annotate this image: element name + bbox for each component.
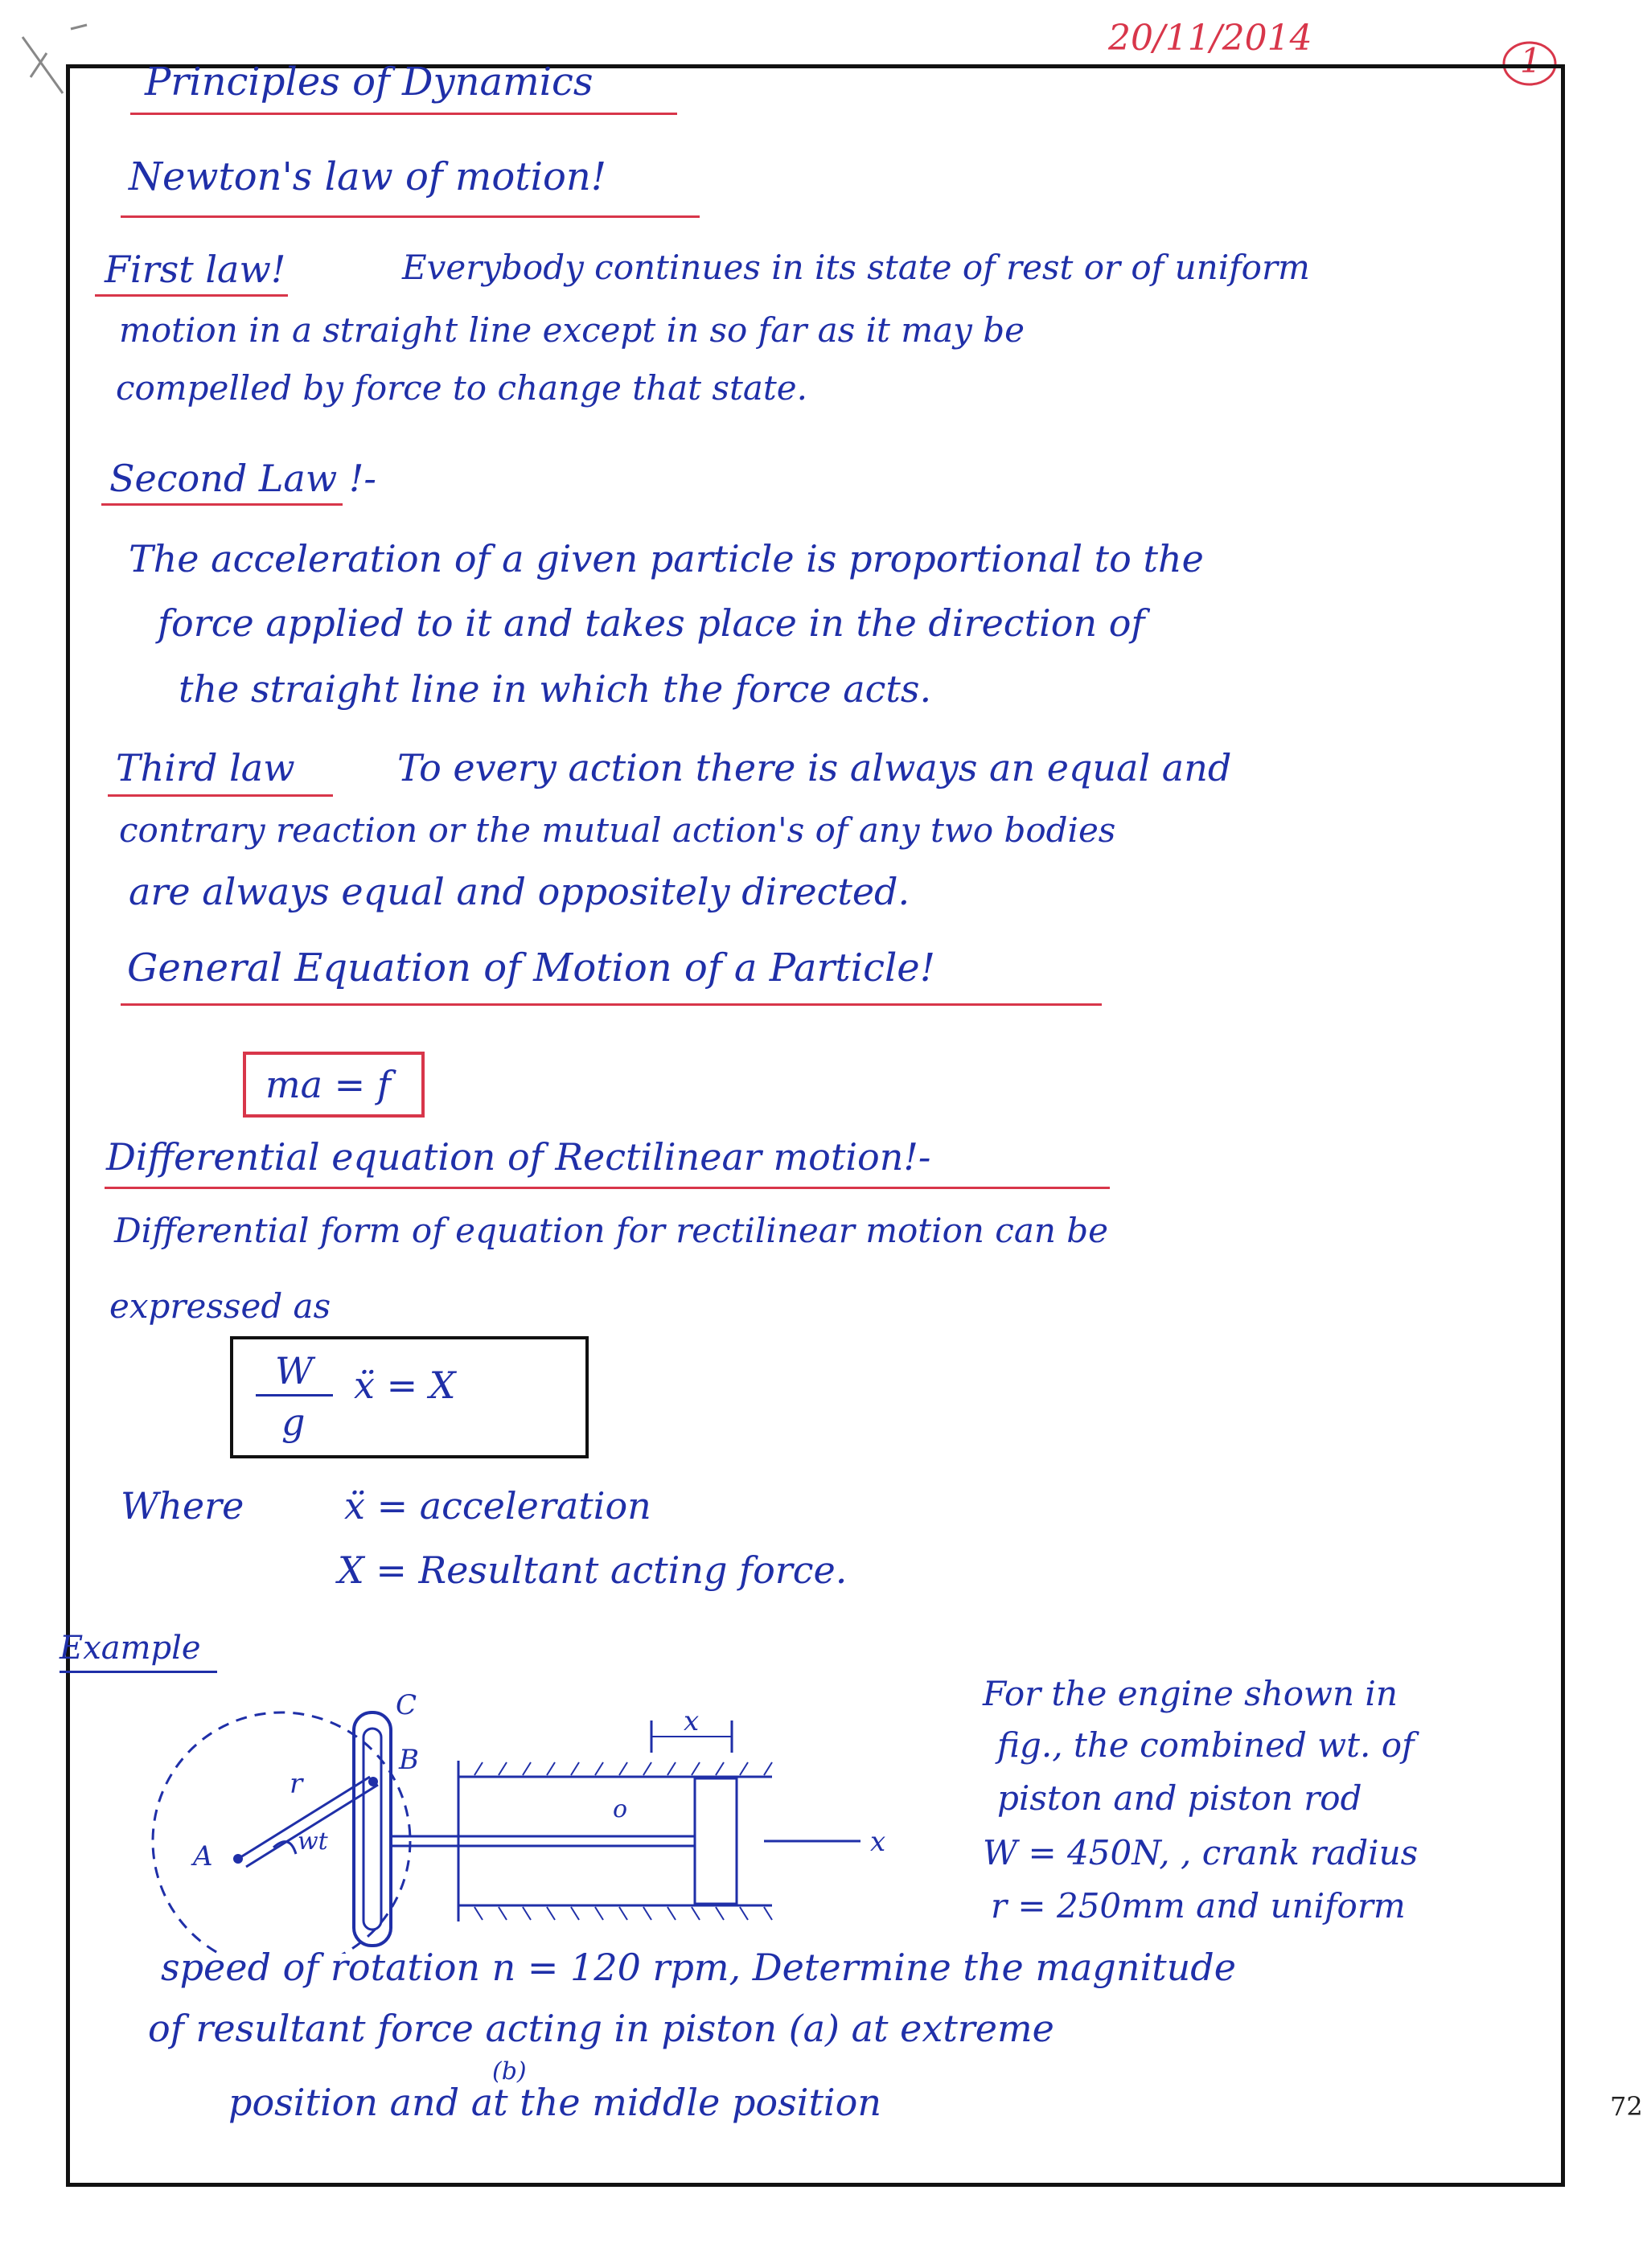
pivot-a bbox=[233, 1854, 243, 1864]
third-law-label: Third law bbox=[116, 746, 295, 789]
second-law-underline bbox=[101, 503, 343, 506]
differential-heading: Differential equation of Rectilinear motion!- bbox=[106, 1135, 931, 1179]
second-law-label: Second Law !- bbox=[109, 457, 376, 500]
label-a: A bbox=[193, 1840, 213, 1872]
label-x-top: x bbox=[684, 1705, 700, 1737]
example-side-line4: W = 450N, , crank radius bbox=[983, 1833, 1419, 1872]
formula-fraction-bar bbox=[256, 1394, 333, 1396]
differential-line1: Differential form of equation for rectilinear motion can be bbox=[114, 1211, 1109, 1250]
second-law-line1: The acceleration of a given particle is proportional to the bbox=[129, 537, 1204, 580]
first-law-line2: motion in a straight line except in so far as it may be bbox=[119, 310, 1025, 350]
third-law-underline bbox=[108, 794, 333, 797]
piston bbox=[695, 1778, 737, 1904]
formula-denominator: g bbox=[281, 1401, 306, 1444]
date: 20/11/2014 bbox=[1108, 18, 1312, 59]
title-underline bbox=[130, 113, 677, 115]
label-o: o bbox=[613, 1795, 628, 1823]
third-law-line2: contrary reaction or the mutual action's of any two bodies bbox=[119, 810, 1116, 850]
first-law-underline bbox=[95, 294, 288, 297]
differential-line2: expressed as bbox=[109, 1286, 331, 1326]
general-eq-heading: General Equation of Motion of a Particle! bbox=[127, 945, 935, 990]
example-bottom-line2: of resultant force acting in piston (a) at extreme bbox=[148, 2007, 1054, 2050]
formula-ma-f: ma = f bbox=[265, 1063, 391, 1106]
label-c: C bbox=[396, 1689, 417, 1721]
example-side-line2: fig., the combined wt. of bbox=[997, 1725, 1415, 1765]
label-wt: wt bbox=[298, 1827, 328, 1856]
example-bottom-marker: (b) bbox=[492, 2057, 527, 2085]
first-law-line1: Everybody continues in its state of rest or of uniform bbox=[402, 248, 1310, 287]
hatching bbox=[474, 1762, 772, 1920]
example-side-line5: r = 250mm and uniform bbox=[991, 1886, 1406, 1926]
pin-b bbox=[368, 1777, 378, 1786]
first-law-label: First law! bbox=[105, 248, 286, 291]
label-b: B bbox=[399, 1744, 419, 1776]
second-law-line2: force applied to it and takes place in the direction of bbox=[158, 601, 1145, 645]
engine-figure bbox=[72, 1672, 941, 1954]
slotted-link bbox=[354, 1712, 391, 1946]
definition-acceleration: ẍ = acceleration bbox=[344, 1484, 651, 1528]
example-side-line3: piston and piston rod bbox=[997, 1778, 1362, 1818]
formula-numerator: W bbox=[275, 1349, 314, 1392]
page-number: 1 bbox=[1520, 41, 1542, 80]
second-law-line3: the straight line in which the force acts. bbox=[179, 667, 932, 711]
general-eq-underline bbox=[121, 1003, 1102, 1006]
example-bottom-line1: speed of rotation n = 120 rpm, Determine the magnitude bbox=[161, 1946, 1236, 1989]
example-label: Example bbox=[60, 1630, 201, 1667]
example-side-line1: For the engine shown in bbox=[983, 1674, 1398, 1713]
margin-page-number: 72 bbox=[1610, 2091, 1643, 2122]
first-law-line3: compelled by force to change that state. bbox=[116, 368, 807, 408]
label-x-axis: x bbox=[870, 1826, 886, 1858]
newtons-underline bbox=[121, 215, 700, 218]
definition-resultant: X = Resultant acting force. bbox=[338, 1548, 848, 1592]
newtons-heading: Newton's law of motion! bbox=[129, 154, 607, 199]
where-label: Where bbox=[121, 1484, 244, 1528]
example-bottom-line3: position and at the middle position bbox=[228, 2081, 881, 2124]
formula-rest: ẍ = X bbox=[354, 1364, 456, 1407]
slot bbox=[363, 1729, 381, 1930]
label-r: r bbox=[290, 1768, 303, 1800]
third-law-line1: To every action there is always an equal and bbox=[397, 746, 1232, 789]
third-law-line3: are always equal and oppositely directed. bbox=[129, 870, 910, 913]
differential-underline bbox=[105, 1187, 1110, 1189]
page-title: Principles of Dynamics bbox=[145, 59, 593, 105]
